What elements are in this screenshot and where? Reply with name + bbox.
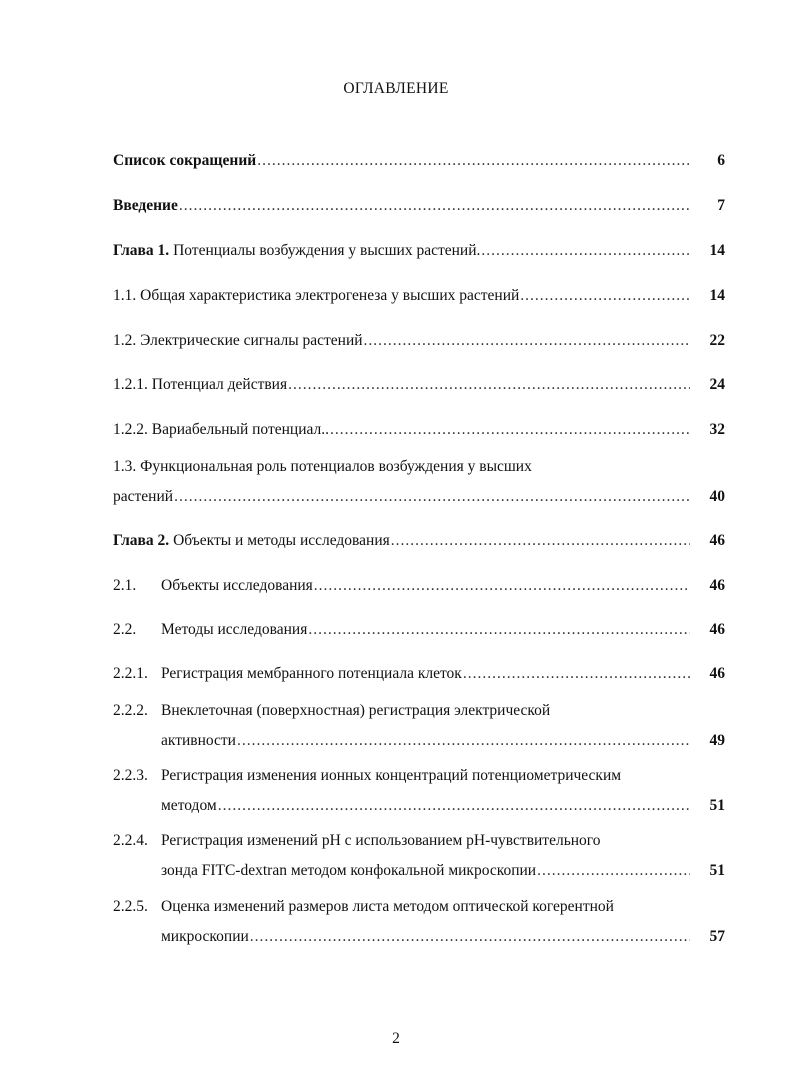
entry-page-number: 46 bbox=[709, 621, 725, 638]
entry-page-number: 22 bbox=[709, 332, 725, 349]
entry-title: Объекты и методы исследования bbox=[169, 532, 390, 549]
toc-entry-2-2-3[interactable] bbox=[113, 765, 725, 817]
entry-title: 1.3. Функциональная роль потенциалов возбуждения у высших bbox=[113, 458, 532, 475]
toc-entry-chapter-2[interactable] bbox=[113, 530, 725, 552]
entry-title: Потенциалы возбуждения у высших растений. bbox=[169, 242, 481, 259]
section-number: 2.2.2. bbox=[113, 702, 148, 719]
toc-entry-1-3[interactable] bbox=[113, 456, 725, 508]
toc-entry-2-1[interactable] bbox=[113, 575, 725, 597]
dot-leader bbox=[179, 195, 690, 217]
dot-leader bbox=[308, 619, 690, 641]
entry-title: 1.2.2. Вариабельный потенциал.. bbox=[113, 421, 330, 438]
entry-title-continued: растений bbox=[113, 488, 174, 505]
chapter-label: Глава 1. bbox=[113, 242, 170, 259]
section-number: 2.2.3. bbox=[113, 767, 148, 784]
entry-title-continued: методом bbox=[161, 797, 217, 814]
entry-page-number: 24 bbox=[709, 376, 725, 393]
toc-entry-1-2-1[interactable] bbox=[113, 374, 725, 396]
toc-entry-2-2[interactable] bbox=[113, 619, 725, 641]
entry-page-number: 40 bbox=[709, 488, 725, 505]
entry-title: 1.2. Электрические сигналы растений bbox=[113, 332, 363, 349]
section-number: 2.2. bbox=[113, 621, 137, 638]
entry-title: 1.2.1. Потенциал действия bbox=[113, 376, 288, 393]
dot-leader bbox=[250, 926, 690, 948]
entry-page-number: 6 bbox=[717, 152, 725, 169]
entry-title: Объекты исследования bbox=[161, 577, 313, 594]
section-number: 2.2.4. bbox=[113, 832, 148, 849]
dot-leader bbox=[174, 486, 690, 508]
page-number: 2 bbox=[392, 1030, 400, 1047]
toc-entry-introduction[interactable] bbox=[113, 195, 725, 217]
entry-page-number: 14 bbox=[709, 242, 725, 259]
toc-entry-chapter-1[interactable] bbox=[113, 240, 725, 262]
entry-page-number: 46 bbox=[709, 665, 725, 682]
entry-page-number: 51 bbox=[709, 797, 725, 814]
entry-page-number: 46 bbox=[709, 532, 725, 549]
dot-leader bbox=[364, 330, 690, 352]
dot-leader bbox=[463, 663, 690, 685]
entry-page-number: 32 bbox=[709, 421, 725, 438]
toc-entry-2-2-5[interactable] bbox=[113, 896, 725, 948]
entry-title: Оценка изменений размеров листа методом оптической когерентной bbox=[161, 898, 614, 915]
entry-page-number: 7 bbox=[717, 197, 725, 214]
toc-entry-2-2-4[interactable] bbox=[113, 830, 725, 882]
section-number: 2.2.1. bbox=[113, 665, 148, 682]
dot-leader bbox=[330, 419, 690, 441]
dot-leader bbox=[237, 730, 690, 752]
entry-page-number: 49 bbox=[709, 732, 725, 749]
dot-leader bbox=[257, 150, 690, 172]
entry-title: Список сокращений bbox=[113, 152, 257, 169]
dot-leader bbox=[288, 374, 690, 396]
toc-entry-1-2[interactable] bbox=[113, 330, 725, 352]
entry-title: Регистрация мембранного потенциала клеток bbox=[161, 665, 462, 682]
entry-title-continued: активности bbox=[161, 732, 236, 749]
toc-entry-abbreviations[interactable] bbox=[113, 150, 725, 172]
entry-title: Внеклеточная (поверхностная) регистрация электрической bbox=[161, 702, 551, 719]
dot-leader bbox=[537, 860, 690, 882]
toc-entry-1-1[interactable] bbox=[113, 285, 725, 307]
toc-entry-2-2-1[interactable] bbox=[113, 663, 725, 685]
entry-title: Методы исследования bbox=[161, 621, 308, 638]
entry-title-continued: микроскопии bbox=[161, 928, 249, 945]
entry-page-number: 51 bbox=[709, 862, 725, 879]
entry-title: Введение bbox=[113, 197, 178, 214]
dot-leader bbox=[391, 530, 690, 552]
toc-entry-2-2-2[interactable] bbox=[113, 700, 725, 752]
dot-leader bbox=[481, 240, 690, 262]
page-title: ОГЛАВЛЕНИЕ bbox=[343, 80, 449, 97]
entry-page-number: 57 bbox=[709, 928, 725, 945]
dot-leader bbox=[314, 575, 690, 597]
dot-leader bbox=[520, 285, 690, 307]
entry-page-number: 46 bbox=[709, 577, 725, 594]
toc-entry-1-2-2[interactable] bbox=[113, 419, 725, 441]
entry-page-number: 14 bbox=[709, 287, 725, 304]
chapter-label: Глава 2. bbox=[113, 532, 170, 549]
entry-title: Регистрация изменения ионных концентраций потенциометрическим bbox=[161, 767, 622, 784]
entry-title: 1.1. Общая характеристика электрогенеза у высших растений bbox=[113, 287, 520, 304]
section-number: 2.2.5. bbox=[113, 898, 148, 915]
dot-leader bbox=[218, 795, 690, 817]
entry-title: Регистрация изменений pH с использованием pH-чувствительного bbox=[161, 832, 601, 849]
entry-title-continued: зонда FITC-dextran методом конфокальной микроскопии bbox=[161, 862, 537, 879]
section-number: 2.1. bbox=[113, 577, 137, 594]
